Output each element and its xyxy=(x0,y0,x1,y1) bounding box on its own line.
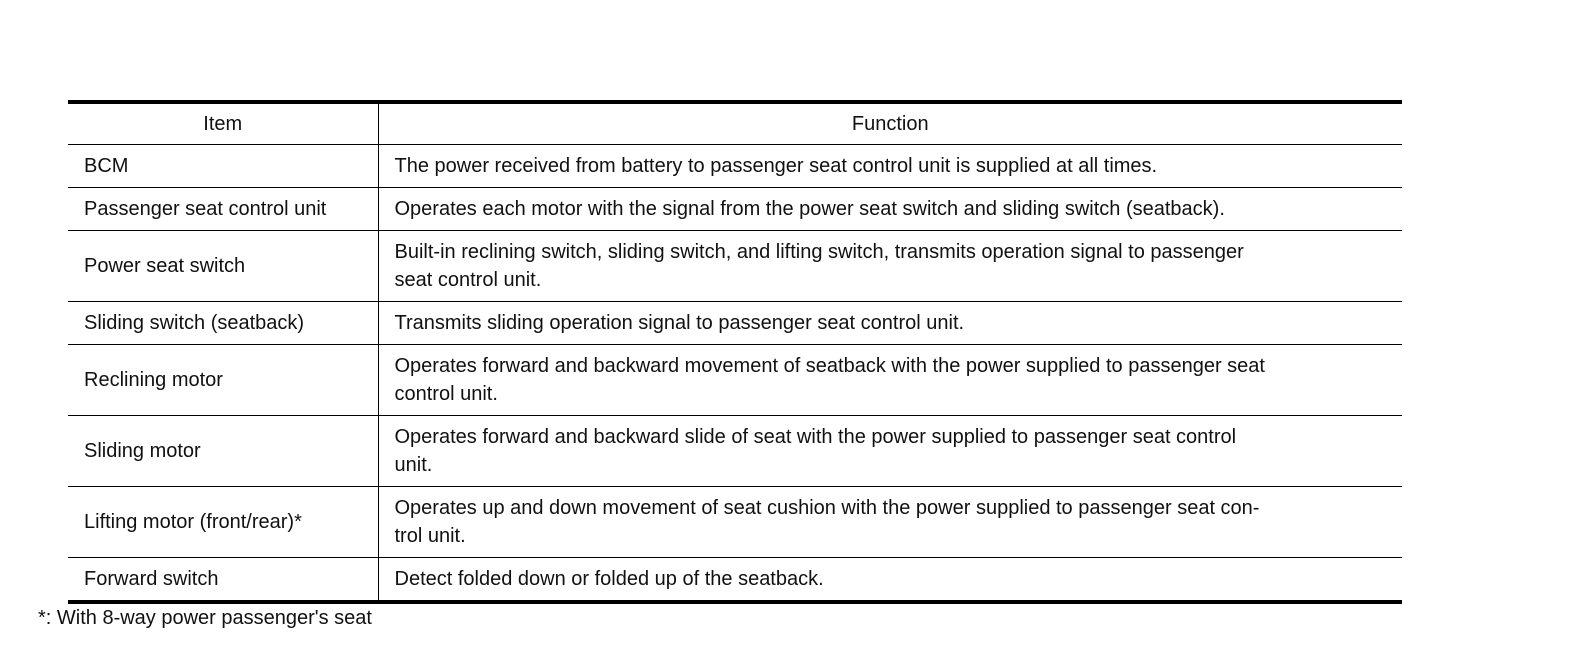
function-line: Operates up and down movement of seat cushion with the power supplied to passenger seat con- xyxy=(394,497,1260,519)
footnote: *: With 8-way power passenger's seat xyxy=(38,607,372,629)
item-cell: Lifting motor (front/rear)* xyxy=(68,487,378,558)
table-row xyxy=(68,188,1402,231)
function-cell: Transmits sliding operation signal to passenger seat control unit. xyxy=(378,302,1402,345)
item-cell: Sliding switch (seatback) xyxy=(68,302,378,345)
component-function-table xyxy=(68,100,1402,604)
function-cell xyxy=(378,231,1402,302)
column-header-function: Function xyxy=(378,102,1402,145)
item-cell: Forward switch xyxy=(68,558,378,603)
function-cell xyxy=(378,345,1402,416)
table-row xyxy=(68,487,1402,558)
column-header-item: Item xyxy=(68,102,378,145)
item-cell: BCM xyxy=(68,145,378,188)
function-cell: Detect folded down or folded up of the seatback. xyxy=(378,558,1402,603)
function-line: Operates forward and backward movement of seatback with the power supplied to passenger seat xyxy=(394,355,1265,377)
function-cell xyxy=(378,416,1402,487)
function-cell: Operates each motor with the signal from the power seat switch and sliding switch (seatback). xyxy=(378,188,1402,231)
table-row xyxy=(68,558,1402,603)
function-line: unit. xyxy=(394,454,433,476)
table-row xyxy=(68,416,1402,487)
table-row xyxy=(68,302,1402,345)
function-cell: The power received from battery to passenger seat control unit is supplied at all times. xyxy=(378,145,1402,188)
item-cell: Passenger seat control unit xyxy=(68,188,378,231)
table-header-row xyxy=(68,102,1402,145)
function-cell xyxy=(378,487,1402,558)
table-row xyxy=(68,231,1402,302)
function-line: Operates forward and backward slide of seat with the power supplied to passenger seat control xyxy=(394,426,1237,448)
table-row xyxy=(68,345,1402,416)
function-line: seat control unit. xyxy=(394,269,542,291)
item-cell: Power seat switch xyxy=(68,231,378,302)
item-cell: Sliding motor xyxy=(68,416,378,487)
function-line: control unit. xyxy=(394,383,498,405)
item-cell: Reclining motor xyxy=(68,345,378,416)
table-row xyxy=(68,145,1402,188)
function-line: Built-in reclining switch, sliding switch, and lifting switch, transmits operation signal to passenger xyxy=(394,241,1244,263)
function-line: trol unit. xyxy=(394,525,466,547)
